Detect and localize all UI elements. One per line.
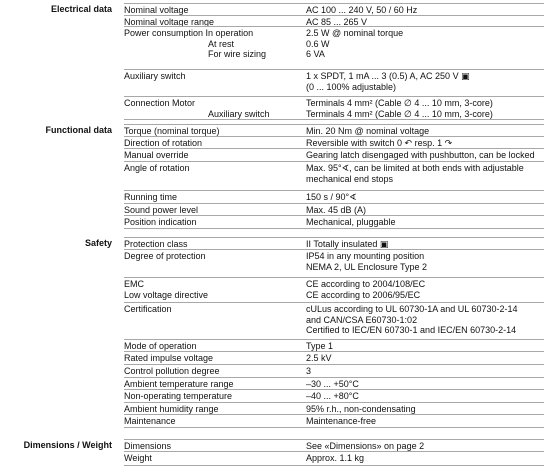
spec-value-line: NEMA 2, UL Enclosure Type 2 bbox=[306, 261, 428, 272]
spec-value-line: Max. 45 dB (A) bbox=[306, 205, 367, 215]
spec-value bbox=[306, 366, 544, 377]
spec-value-line: Certified to IEC/EN 60730-1 and IEC/EN 60730-2-14 bbox=[306, 325, 517, 336]
spec-value-line: CE according to 2004/108/EC bbox=[306, 279, 426, 289]
spec-row bbox=[124, 249, 544, 275]
spec-value bbox=[306, 304, 544, 336]
spec-value-line: CE according to 2006/95/EC bbox=[306, 289, 421, 300]
spec-row bbox=[124, 302, 544, 340]
spec-parameter bbox=[124, 28, 302, 60]
spec-parameter bbox=[124, 138, 302, 149]
spec-value bbox=[306, 404, 544, 415]
spec-row bbox=[124, 364, 544, 377]
spec-value bbox=[306, 341, 544, 352]
section-heading-functional-data: Functional data bbox=[45, 125, 112, 135]
spec-value bbox=[306, 391, 544, 402]
spec-parameter-line: At rest bbox=[208, 38, 235, 49]
spec-parameter bbox=[124, 341, 302, 352]
spec-row bbox=[124, 96, 544, 120]
spec-row bbox=[124, 161, 544, 186]
spec-parameter-line: Position indication bbox=[124, 217, 197, 227]
spec-parameter-line: Weight bbox=[124, 453, 152, 463]
spec-parameter-line: Torque (nominal torque) bbox=[124, 126, 220, 136]
spec-parameter bbox=[124, 404, 302, 415]
spec-parameter-line: Manual override bbox=[124, 150, 189, 160]
spec-value-line: 1 x SPDT, 1 mA ... 3 (0.5) A, AC 250 V ▣ bbox=[306, 71, 470, 81]
spec-row bbox=[124, 69, 544, 94]
spec-value bbox=[306, 416, 544, 427]
spec-value bbox=[306, 353, 544, 364]
spec-value bbox=[306, 28, 544, 60]
spec-row bbox=[124, 451, 544, 466]
spec-value-line: 150 s / 90°∢ bbox=[306, 192, 357, 202]
spec-parameter-line: Nominal voltage bbox=[124, 5, 189, 15]
spec-parameter bbox=[124, 5, 302, 16]
spec-value-line: AC 100 ... 240 V, 50 / 60 Hz bbox=[306, 5, 418, 15]
spec-parameter-line: Sound power level bbox=[124, 205, 199, 215]
spec-parameter bbox=[124, 205, 302, 216]
spec-value-line: Mechanical, pluggable bbox=[306, 217, 396, 227]
spec-parameter-line: Low voltage directive bbox=[124, 289, 209, 300]
spec-value bbox=[306, 5, 544, 16]
spec-value-line: mechanical end stops bbox=[306, 173, 394, 184]
spec-parameter bbox=[124, 353, 302, 364]
spec-parameter-line: Running time bbox=[124, 192, 178, 202]
spec-value bbox=[306, 441, 544, 452]
spec-value bbox=[306, 163, 544, 184]
spec-value-line: Type 1 bbox=[306, 341, 334, 351]
spec-value-line: and CAN/CSA E60730-1:02 bbox=[306, 314, 418, 325]
spec-parameter-line: Protection class bbox=[124, 239, 188, 249]
spec-value-line: Terminals 4 mm² (Cable ∅ 4 ... 10 mm, 3-core) bbox=[306, 108, 493, 119]
spec-parameter-line: Nominal voltage range bbox=[124, 17, 215, 27]
spec-parameter-line: Mode of operation bbox=[124, 341, 197, 351]
spec-value-line: 2.5 W @ nominal torque bbox=[306, 28, 404, 38]
spec-value bbox=[306, 126, 544, 137]
spec-parameter-line: Certification bbox=[124, 304, 172, 314]
spec-value bbox=[306, 279, 544, 300]
spec-parameter bbox=[124, 416, 302, 427]
spec-value bbox=[306, 150, 544, 161]
spec-value-line: 6 VA bbox=[306, 49, 325, 60]
spec-row bbox=[124, 190, 544, 203]
spec-value-line: 2.5 kV bbox=[306, 353, 332, 363]
spec-parameter bbox=[124, 150, 302, 161]
spec-parameter bbox=[124, 441, 302, 452]
spec-parameter-line: Maintenance bbox=[124, 416, 176, 426]
spec-value-line: –30 ... +50°C bbox=[306, 379, 359, 389]
spec-row bbox=[124, 148, 544, 161]
spec-parameter bbox=[124, 98, 302, 119]
spec-parameter bbox=[124, 217, 302, 228]
spec-value-line: Approx. 1.1 kg bbox=[306, 453, 365, 463]
spec-value-line: II Totally insulated ▣ bbox=[306, 239, 389, 249]
spec-row bbox=[124, 389, 544, 402]
spec-parameter bbox=[124, 71, 302, 82]
spec-row bbox=[124, 351, 544, 364]
spec-row bbox=[124, 277, 544, 302]
spec-row bbox=[124, 414, 544, 428]
spec-parameter-line: Degree of protection bbox=[124, 251, 206, 261]
spec-value-line: (0 ... 100% adjustable) bbox=[306, 81, 397, 92]
spec-parameter bbox=[124, 239, 302, 250]
spec-value-line: AC 85 ... 265 V bbox=[306, 17, 368, 27]
spec-value-line: Gearing latch disengaged with pushbutton, can be locked bbox=[306, 150, 535, 160]
spec-parameter bbox=[124, 379, 302, 390]
spec-value bbox=[306, 138, 544, 149]
spec-value bbox=[306, 379, 544, 390]
spec-parameter-line: Control pollution degree bbox=[124, 366, 220, 376]
spec-parameter-line: Ambient humidity range bbox=[124, 404, 219, 414]
spec-parameter-line: Direction of rotation bbox=[124, 138, 203, 148]
spec-value-line: Max. 95°∢, can be limited at both ends with adjustable bbox=[306, 163, 524, 173]
spec-value-line: 95% r.h., non-condensating bbox=[306, 404, 416, 414]
spec-parameter-line: Ambient temperature range bbox=[124, 379, 234, 389]
spec-value-line: –40 ... +80°C bbox=[306, 391, 359, 401]
spec-value-line: Min. 20 Nm @ nominal voltage bbox=[306, 126, 430, 136]
spec-value bbox=[306, 71, 544, 92]
section-heading-electrical-data: Electrical data bbox=[50, 4, 112, 14]
spec-row bbox=[124, 26, 544, 61]
spec-parameter bbox=[124, 304, 302, 315]
spec-value-line: 0.6 W bbox=[306, 38, 330, 49]
spec-parameter-line: Rated impulse voltage bbox=[124, 353, 214, 363]
section-heading-safety: Safety bbox=[84, 238, 112, 248]
spec-value-line: IP54 in any mounting position bbox=[306, 251, 425, 261]
spec-parameter bbox=[124, 366, 302, 377]
spec-value bbox=[306, 98, 544, 119]
spec-parameter-line: Power consumption In operation bbox=[124, 28, 254, 38]
spec-value-line: 3 bbox=[306, 366, 312, 376]
spec-value bbox=[306, 205, 544, 216]
spec-parameter-line: Connection Motor bbox=[124, 98, 196, 108]
spec-parameter-line: For wire sizing bbox=[208, 49, 267, 60]
spec-value-line: Terminals 4 mm² (Cable ∅ 4 ... 10 mm, 3-core) bbox=[306, 98, 493, 108]
spec-value bbox=[306, 239, 544, 250]
spec-value-line: Reversible with switch 0 ↶ resp. 1 ↷ bbox=[306, 138, 453, 148]
spec-parameter-line: EMC bbox=[124, 279, 144, 289]
spec-parameter bbox=[124, 126, 302, 137]
spec-parameter-line: Non-operating temperature bbox=[124, 391, 233, 401]
spec-parameter bbox=[124, 391, 302, 402]
spec-parameter-line: Dimensions bbox=[124, 441, 172, 451]
section-heading-dimensions-weight: Dimensions / Weight bbox=[23, 440, 112, 450]
spec-parameter bbox=[124, 251, 302, 262]
spec-parameter bbox=[124, 453, 302, 464]
spec-value bbox=[306, 192, 544, 203]
spec-row bbox=[124, 215, 544, 229]
spec-parameter-line: Auxiliary switch bbox=[208, 108, 270, 119]
spec-parameter bbox=[124, 163, 302, 174]
spec-value bbox=[306, 217, 544, 228]
spec-parameter-line: Angle of rotation bbox=[124, 163, 190, 173]
spec-parameter bbox=[124, 192, 302, 203]
spec-value-line: See «Dimensions» on page 2 bbox=[306, 441, 425, 451]
spec-value bbox=[306, 251, 544, 272]
spec-parameter-line: Auxiliary switch bbox=[124, 71, 186, 81]
spec-value-line: Maintenance-free bbox=[306, 416, 377, 426]
spec-value-line: cULus according to UL 60730-1A and UL 60730-2-14 bbox=[306, 304, 518, 314]
spec-value bbox=[306, 453, 544, 464]
spec-parameter bbox=[124, 279, 302, 300]
